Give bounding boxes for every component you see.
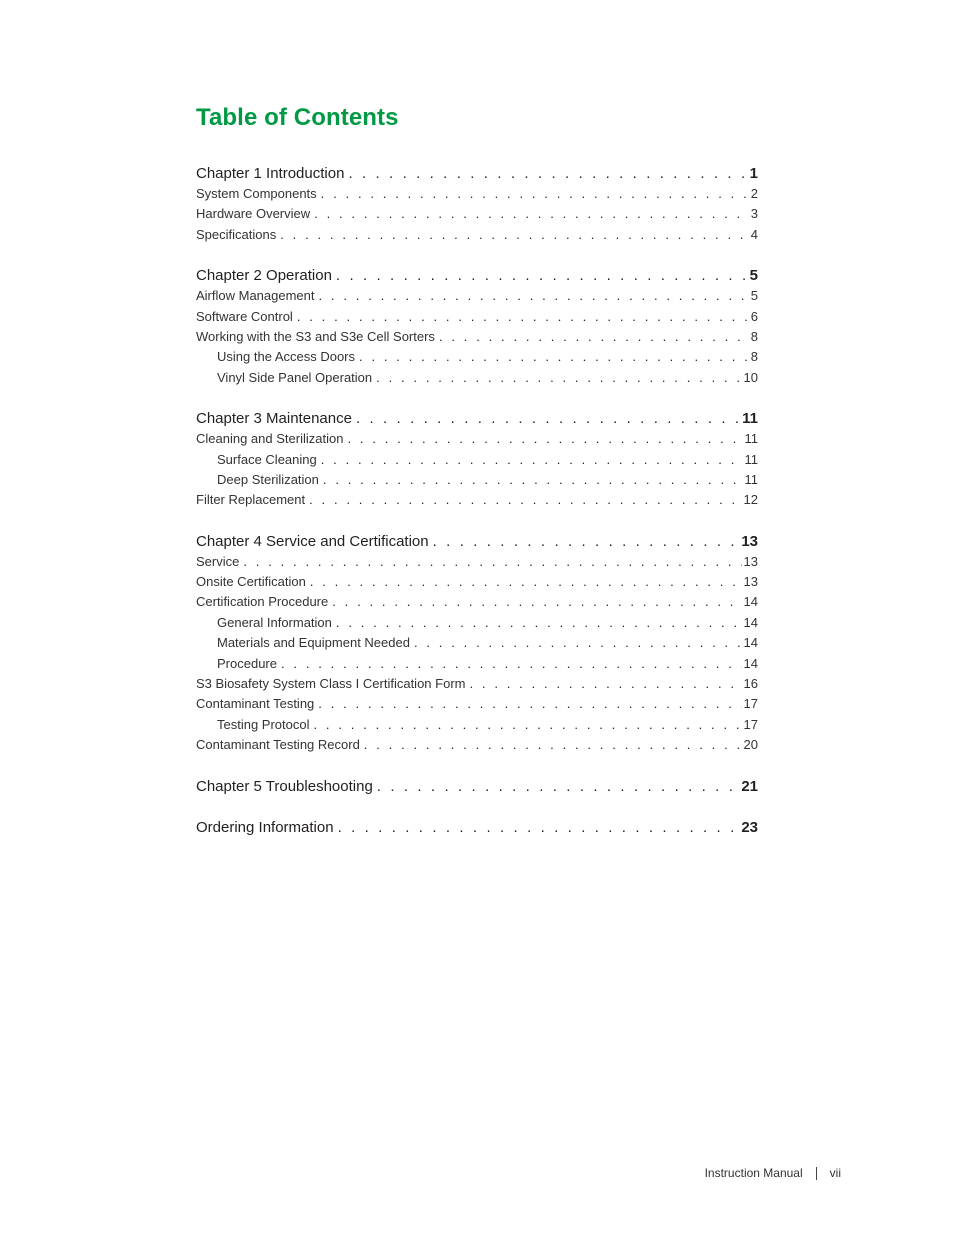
toc-entry-page-number: 14 — [743, 614, 758, 630]
toc-dot-leader — [336, 266, 748, 286]
toc-chapter-entry[interactable] — [196, 164, 758, 184]
toc-entry-label: Ordering Information — [196, 818, 334, 836]
toc-dot-leader — [310, 572, 742, 592]
toc-entry-page-number: 20 — [743, 737, 758, 753]
toc-entry-page-number: 12 — [743, 492, 758, 508]
toc-section-entry[interactable] — [196, 184, 758, 204]
toc-entry-label: Chapter 4 Service and Certification — [196, 532, 429, 550]
page-footer — [705, 1166, 841, 1180]
toc-entry-page-number: 16 — [743, 676, 758, 692]
toc-entry-label: Specifications — [196, 226, 277, 242]
toc-entry-label: Vinyl Side Panel Operation — [217, 369, 373, 385]
toc-chapter-entry[interactable] — [196, 409, 758, 429]
toc-entry-label: Working with the S3 and S3e Cell Sorters — [196, 328, 435, 344]
toc-section-entry[interactable] — [196, 572, 758, 592]
toc-entry-label: Using the Access Doors — [217, 349, 356, 365]
toc-dot-leader — [297, 307, 749, 327]
toc-entry-page-number: 13 — [741, 532, 758, 550]
toc-entry-label: Surface Cleaning — [217, 451, 317, 467]
toc-entry-label: Chapter 1 Introduction — [196, 165, 345, 182]
toc-dot-leader — [319, 286, 749, 306]
toc-entry-page-number: 1 — [749, 165, 758, 182]
toc-entry-label: General Information — [217, 614, 332, 630]
toc-section-entry[interactable] — [196, 735, 758, 755]
toc-dot-leader — [414, 633, 742, 653]
toc-subsection-entry[interactable] — [196, 613, 758, 633]
toc-section-entry[interactable] — [196, 592, 758, 612]
footer-page-number: vii — [829, 1166, 841, 1180]
toc-chapter-entry[interactable] — [196, 777, 758, 797]
toc-subsection-entry[interactable] — [196, 470, 758, 490]
toc-entry-page-number: 6 — [750, 308, 758, 324]
toc-entry-label: Certification Procedure — [196, 594, 329, 610]
toc-subsection-entry[interactable] — [196, 715, 758, 735]
toc-entry-page-number: 2 — [750, 186, 758, 201]
toc-section-entry[interactable] — [196, 674, 758, 694]
toc-dot-leader — [377, 777, 740, 797]
toc-dot-leader — [359, 347, 749, 367]
toc-dot-leader — [309, 490, 741, 510]
toc-entry-page-number: 11 — [744, 471, 758, 487]
toc-dot-leader — [280, 225, 749, 245]
toc-dot-leader — [364, 735, 742, 755]
toc-section-entry[interactable] — [196, 225, 758, 245]
toc-entry-page-number: 11 — [744, 451, 758, 467]
toc-subsection-entry[interactable] — [196, 633, 758, 653]
toc-section-entry[interactable] — [196, 307, 758, 327]
toc-subsection-entry[interactable] — [196, 654, 758, 674]
toc-entry-page-number: 8 — [750, 328, 758, 344]
toc-dot-leader — [323, 470, 743, 490]
toc-entry-label: Service — [196, 553, 240, 569]
toc-entry-page-number: 13 — [743, 553, 758, 569]
table-of-contents — [196, 160, 758, 838]
toc-entry-label: Software Control — [196, 308, 293, 324]
toc-entry-page-number: 14 — [743, 655, 758, 671]
toc-entry-label: Chapter 5 Troubleshooting — [196, 777, 373, 795]
toc-entry-label: Contaminant Testing Record — [196, 737, 360, 753]
toc-entry-label: Testing Protocol — [217, 716, 310, 732]
toc-entry-label: Filter Replacement — [196, 492, 306, 508]
toc-entry-page-number: 11 — [742, 410, 758, 428]
toc-entry-page-number: 3 — [750, 206, 758, 222]
toc-entry-page-number: 21 — [741, 777, 758, 795]
toc-entry-label: Procedure — [217, 655, 277, 671]
toc-entry-page-number: 17 — [743, 716, 758, 732]
toc-entry-label: Contaminant Testing — [196, 696, 315, 712]
toc-entry-page-number: 17 — [743, 696, 758, 712]
toc-subsection-entry[interactable] — [196, 347, 758, 367]
toc-dot-leader — [332, 592, 741, 612]
toc-entry-page-number: 4 — [750, 226, 758, 242]
toc-dot-leader — [318, 694, 741, 714]
toc-dot-leader — [338, 818, 740, 838]
toc-entry-page-number: 8 — [750, 349, 758, 365]
toc-dot-leader — [314, 715, 742, 735]
toc-entry-label: Chapter 3 Maintenance — [196, 410, 352, 428]
toc-dot-leader — [347, 429, 742, 449]
toc-dot-leader — [281, 654, 742, 674]
toc-entry-page-number: 5 — [749, 267, 758, 285]
toc-dot-leader — [314, 204, 749, 224]
toc-dot-leader — [376, 368, 741, 388]
toc-entry-label: Hardware Overview — [196, 206, 311, 222]
toc-entry-page-number: 5 — [750, 288, 758, 304]
toc-dot-leader — [439, 327, 749, 347]
toc-dot-leader — [336, 613, 742, 633]
toc-chapter-entry[interactable] — [196, 532, 758, 552]
toc-section-entry[interactable] — [196, 694, 758, 714]
footer-document-name: Instruction Manual — [704, 1166, 803, 1180]
toc-entry-page-number: 10 — [743, 369, 758, 385]
toc-section-entry[interactable] — [196, 429, 758, 449]
toc-section-entry[interactable] — [196, 286, 758, 306]
toc-dot-leader — [469, 674, 741, 694]
toc-dot-leader — [348, 164, 747, 184]
toc-subsection-entry[interactable] — [196, 368, 758, 388]
toc-dot-leader — [433, 532, 740, 552]
toc-dot-leader — [243, 552, 741, 572]
toc-section-entry[interactable] — [196, 204, 758, 224]
footer-divider — [816, 1167, 817, 1180]
toc-chapter-entry[interactable] — [196, 266, 758, 286]
page-title: Table of Contents — [196, 104, 399, 131]
toc-entry-label: Deep Sterilization — [217, 471, 319, 487]
toc-section-entry[interactable] — [196, 552, 758, 572]
toc-entry-page-number: 23 — [741, 818, 758, 836]
toc-chapter-entry[interactable] — [196, 818, 758, 838]
toc-dot-leader — [356, 409, 740, 429]
toc-entry-page-number: 13 — [743, 574, 758, 590]
toc-entry-page-number: 11 — [744, 431, 758, 447]
toc-entry-label: System Components — [196, 186, 317, 201]
toc-entry-label: Cleaning and Sterilization — [196, 431, 344, 447]
toc-subsection-entry[interactable] — [196, 450, 758, 470]
toc-entry-page-number: 14 — [743, 594, 758, 610]
toc-section-entry[interactable] — [196, 490, 758, 510]
toc-dot-leader — [321, 450, 743, 470]
toc-entry-page-number: 14 — [743, 635, 758, 651]
toc-section-entry[interactable] — [196, 327, 758, 347]
toc-dot-leader — [321, 184, 749, 204]
toc-entry-label: Airflow Management — [196, 288, 315, 304]
toc-entry-label: Materials and Equipment Needed — [217, 635, 410, 651]
toc-entry-label: Onsite Certification — [196, 574, 306, 590]
toc-entry-label: S3 Biosafety System Class I Certification Form — [196, 676, 466, 692]
toc-entry-label: Chapter 2 Operation — [196, 267, 332, 285]
